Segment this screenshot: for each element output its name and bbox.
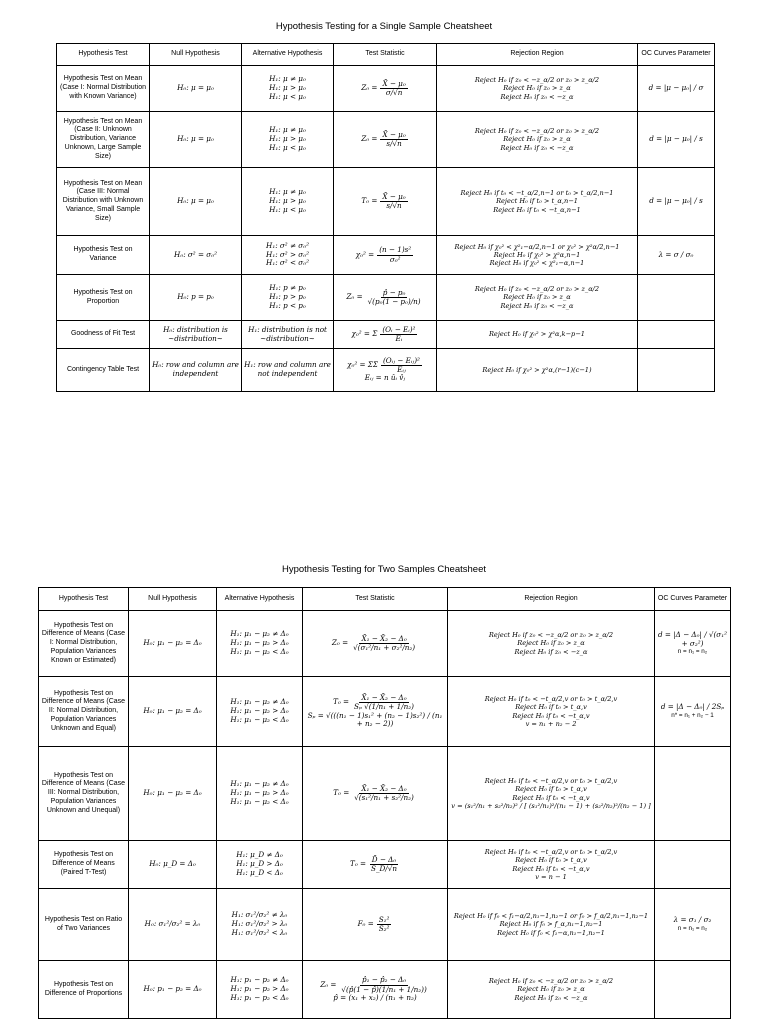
alternative-hypothesis-cell: H₁: μ₁ − μ₂ ≠ Δ₀ H₁: μ₁ − μ₂ > Δ₀ H₁: μ₁ − μ₂ < Δ₀ — [217, 611, 303, 677]
oc-parameter-cell — [655, 747, 731, 841]
table-row — [39, 611, 731, 677]
null-hypothesis-cell: H₀: μ = μ₀ — [150, 112, 242, 168]
statistic-fraction — [380, 131, 407, 149]
null-hypothesis-cell: H₀: σ² = σ₀² — [150, 236, 242, 275]
statistic-numerator: X̄₁ − X̄₂ − Δ₀ — [361, 783, 407, 793]
test-statistic-cell — [334, 236, 437, 275]
statistic-denominator: √(σ₁²/n₁ + σ₂²/n₂) — [353, 643, 416, 652]
statistic-lhs: χ₀² = Σ — [351, 329, 378, 339]
test-name-cell: Hypothesis Test on Ratio of Two Variances — [39, 889, 129, 961]
oc-parameter-cell — [638, 349, 715, 392]
table-row — [57, 275, 715, 321]
statistic-lhs: F₀ = — [357, 919, 374, 929]
header-null-hypothesis: Null Hypothesis — [129, 588, 217, 611]
test-name-cell: Hypothesis Test on Difference of Means (Case I: Normal Distribution, Population Variances Known or Estimated) — [39, 611, 129, 677]
test-statistic-cell — [303, 961, 448, 1019]
rejection-region-cell: Reject H₀ if t₀ < −t_α/2,v or t₀ > t_α/2,v Reject H₀ if t₀ > t_α,v Reject H₀ if t₀ < −t_α,v v = n − 1 — [448, 841, 655, 889]
null-hypothesis-cell: H₀: μ₁ − μ₂ = Δ₀ — [129, 677, 217, 747]
statistic-denominator: σ₀² — [389, 254, 401, 264]
header-rejection-region: Rejection Region — [437, 44, 638, 66]
statistic-numerator: (Oᵢⱼ − Eᵢⱼ)² — [382, 355, 420, 365]
two-samples-table — [38, 587, 731, 1019]
test-statistic-formula — [305, 976, 445, 994]
alternative-hypothesis-cell: H₁: distribution is not ~distribution~ — [242, 321, 334, 349]
sheet1-title: Hypothesis Testing for a Single Sample Cheatsheet — [275, 21, 493, 32]
statistic-lhs: Z₀ = — [361, 83, 378, 93]
rejection-region-cell: Reject H₀ if z₀ < −z_α/2 or z₀ > z_α/2 Reject H₀ if z₀ > z_α Reject H₀ if z₀ < −z_α — [448, 961, 655, 1019]
null-hypothesis-cell: H₀: μ = μ₀ — [150, 168, 242, 236]
statistic-numerator: X̄₁ − X̄₂ − Δ₀ — [361, 633, 407, 643]
statistic-fraction — [377, 916, 392, 934]
oc-parameter-cell: λ = σ₁ / σ₂ n = n₁ = n₂ — [655, 889, 731, 961]
header-hypothesis-test: Hypothesis Test — [57, 44, 150, 66]
test-statistic-formula — [336, 326, 434, 344]
alternative-hypothesis-cell: H₁: μ_D ≠ Δ₀ H₁: μ_D > Δ₀ H₁: μ_D < Δ₀ — [217, 841, 303, 889]
statistic-numerator: D̄ − Δ₀ — [371, 854, 397, 864]
statistic-extra: Sₚ = √(((n₁ − 1)s₁² + (n₂ − 1)s₂²) / (n₁ + n₂ − 2)) — [307, 710, 443, 729]
oc-parameter-cell: d = |Δ − Δ₀| / √(σ₁² + σ₂²) n = n₁ = n₂ — [655, 611, 731, 677]
statistic-denominator: σ/√n — [385, 88, 403, 97]
null-hypothesis-cell: H₀: p = p₀ — [150, 275, 242, 321]
statistic-numerator: X̄ − μ₀ — [382, 191, 406, 201]
test-statistic-cell — [334, 66, 437, 112]
statistic-numerator: X̄ − μ₀ — [382, 129, 406, 139]
statistic-fraction — [380, 80, 407, 98]
statistic-lhs: T₀ = — [361, 196, 378, 206]
statistic-lhs: Z₀ = — [331, 638, 349, 648]
alternative-hypothesis-cell: H₁: σ₁²/σ₂² ≠ λ₀ H₁: σ₁²/σ₂² > λ₀ H₁: σ₁²/σ₂² < λ₀ — [217, 889, 303, 961]
statistic-fraction — [380, 193, 407, 211]
statistic-fraction — [380, 326, 417, 344]
statistic-denominator: s/√n — [386, 201, 402, 210]
table-row — [57, 66, 715, 112]
statistic-fraction — [351, 635, 417, 653]
statistic-lhs: T₀ = — [333, 788, 350, 798]
header-null-hypothesis: Null Hypothesis — [150, 44, 242, 66]
rejection-region-cell: Reject H₀ if t₀ < −t_α/2,v or t₀ > t_α/2,v Reject H₀ if t₀ > t_α,v Reject H₀ if t₀ < −t_α,v v = (s₁²/n₁ + s₂²/n₂)² / [ (s₁²/n₁)²/(n₁ − 1) + (s₂²/n₂)²/(n₂ − 1) ] — [448, 747, 655, 841]
alternative-hypothesis-cell: H₁: row and column are not independent — [242, 349, 334, 392]
table-row — [57, 168, 715, 236]
table-row — [39, 961, 731, 1019]
table-row — [39, 677, 731, 747]
test-statistic-cell — [303, 889, 448, 961]
oc-parameter-cell: d = |μ − μ₀| / s — [638, 112, 715, 168]
alternative-hypothesis-cell: H₁: σ² ≠ σ₀² H₁: σ² > σ₀² H₁: σ² < σ₀² — [242, 236, 334, 275]
statistic-numerator: p̂ − p₀ — [382, 287, 406, 297]
test-statistic-cell — [334, 321, 437, 349]
statistic-extra: Eᵢⱼ = n ûᵢ v̂ⱼ — [364, 373, 406, 383]
test-statistic-formula — [336, 357, 434, 375]
rejection-region-cell: Reject H₀ if z₀ < −z_α/2 or z₀ > z_α/2 Reject H₀ if z₀ > z_α Reject H₀ if z₀ < −z_α — [437, 112, 638, 168]
statistic-denominator: S₂² — [378, 924, 390, 933]
test-name-cell: Hypothesis Test on Difference of Means (Case II: Normal Distribution, Population Variances Unknown and Equal) — [39, 677, 129, 747]
test-statistic-cell — [303, 841, 448, 889]
statistic-lhs: χ₀² = — [355, 249, 375, 259]
test-name-cell: Hypothesis Test on Mean (Case III: Normal Distribution with Unknown Variance, Small Sample Size) — [57, 168, 150, 236]
statistic-lhs: Z₀ = — [361, 134, 378, 144]
test-name-cell: Hypothesis Test on Mean (Case I: Normal Distribution with Known Variance) — [57, 66, 150, 112]
statistic-numerator: X̄ − μ₀ — [382, 78, 406, 88]
header-alternative-hypothesis: Alternative Hypothesis — [242, 44, 334, 66]
rejection-region-cell: Reject H₀ if z₀ < −z_α/2 or z₀ > z_α/2 Reject H₀ if z₀ > z_α Reject H₀ if z₀ < −z_α — [437, 275, 638, 321]
test-statistic-formula — [336, 193, 434, 211]
rejection-region-cell: Reject H₀ if f₀ < f₁−α/2,n₁−1,n₂−1 or f₀ > f_α/2,n₁−1,n₂−1 Reject H₀ if f₀ > f_α,n₁−1,n₂−1 Reject H₀ if f₀ < f₁−α,n₁−1,n₂−1 — [448, 889, 655, 961]
test-statistic-formula — [305, 856, 445, 874]
rejection-region-cell: Reject H₀ if χ₀² < χ²₁−α/2,n−1 or χ₀² > χ²α/2,n−1 Reject H₀ if χ₀² > χ²α,n−1 Reject H₀ if χ₀² < χ²₁−α,n−1 — [437, 236, 638, 275]
test-name-cell: Hypothesis Test on Difference of Means (Paired T-Test) — [39, 841, 129, 889]
statistic-denominator: Sₚ √(1/n₁ + 1/n₂) — [354, 702, 414, 712]
test-statistic-formula — [336, 80, 434, 98]
alternative-hypothesis-cell: H₁: μ ≠ μ₀ H₁: μ > μ₀ H₁: μ < μ₀ — [242, 66, 334, 112]
oc-parameter-cell — [638, 321, 715, 349]
test-name-cell: Contingency Table Test — [57, 349, 150, 392]
statistic-denominator: √(p₀(1 − p₀)/n) — [367, 297, 421, 306]
null-hypothesis-cell: H₀: μ_D = Δ₀ — [129, 841, 217, 889]
table-header-row — [57, 44, 715, 66]
rejection-region-cell: Reject H₀ if t₀ < −t_α/2,n−1 or t₀ > t_α/2,n−1 Reject H₀ if t₀ > t_α,n−1 Reject H₀ if t₀ < −t_α,n−1 — [437, 168, 638, 236]
alternative-hypothesis-cell: H₁: μ ≠ μ₀ H₁: μ > μ₀ H₁: μ < μ₀ — [242, 112, 334, 168]
test-name-cell: Hypothesis Test on Variance — [57, 236, 150, 275]
oc-parameter-cell: d = |μ − μ₀| / s — [638, 168, 715, 236]
test-statistic-cell — [303, 677, 448, 747]
test-statistic-cell — [334, 168, 437, 236]
table-row — [57, 321, 715, 349]
table-header-row — [39, 588, 731, 611]
statistic-fraction — [381, 357, 422, 375]
statistic-lhs: Z₀ = — [320, 979, 337, 989]
header-hypothesis-test: Hypothesis Test — [39, 588, 129, 611]
test-name-cell: Hypothesis Test on Difference of Proportions — [39, 961, 129, 1019]
null-hypothesis-cell: H₀: μ₁ − μ₂ = Δ₀ — [129, 747, 217, 841]
oc-parameter-cell: d = |Δ − Δ₀| / 2Sₚ n* = n₁ + n₂ − 1 — [655, 677, 731, 747]
table-row — [57, 236, 715, 275]
null-hypothesis-cell: H₀: row and column are independent — [150, 349, 242, 392]
test-statistic-cell — [303, 611, 448, 677]
null-hypothesis-cell: H₀: μ = μ₀ — [150, 66, 242, 112]
oc-extra: n = n₁ = n₂ — [677, 925, 708, 933]
statistic-extra: p̂ = (x₁ + x₂) / (n₁ + n₂) — [333, 992, 417, 1002]
statistic-fraction — [339, 976, 428, 994]
rejection-region-cell: Reject H₀ if χ₀² > χ²α,(r−1)(c−1) — [437, 349, 638, 392]
oc-parameter-cell — [655, 841, 731, 889]
header-oc-curves: OC Curves Parameter — [655, 588, 731, 611]
statistic-lhs: Z₀ = — [346, 292, 363, 302]
statistic-fraction — [352, 785, 416, 803]
table-row — [39, 889, 731, 961]
table-row — [57, 112, 715, 168]
table-row — [39, 747, 731, 841]
statistic-denominator: s/√n — [386, 139, 402, 148]
statistic-denominator: S_D/√n — [371, 864, 397, 873]
test-statistic-cell — [303, 747, 448, 841]
header-oc-curves: OC Curves Parameter — [638, 44, 715, 66]
statistic-denominator: Eᵢ — [395, 334, 403, 343]
test-statistic-formula — [305, 694, 445, 712]
header-alternative-hypothesis: Alternative Hypothesis — [217, 588, 303, 611]
test-statistic-formula — [336, 131, 434, 149]
alternative-hypothesis-cell: H₁: p₁ − p₂ ≠ Δ₀ H₁: p₁ − p₂ > Δ₀ H₁: p₁ − p₂ < Δ₀ — [217, 961, 303, 1019]
header-rejection-region: Rejection Region — [448, 588, 655, 611]
sheet2-title: Hypothesis Testing for Two Samples Cheatsheet — [281, 564, 486, 575]
table-row — [57, 349, 715, 392]
test-name-cell: Hypothesis Test on Mean (Case II: Unknown Distribution, Variance Unknown, Large Sample Size) — [57, 112, 150, 168]
null-hypothesis-cell: H₀: p₁ − p₂ = Δ₀ — [129, 961, 217, 1019]
rejection-region-cell: Reject H₀ if z₀ < −z_α/2 or z₀ > z_α/2 Reject H₀ if z₀ > z_α Reject H₀ if z₀ < −z_α — [448, 611, 655, 677]
test-statistic-formula — [336, 246, 434, 264]
header-test-statistic: Test Statistic — [334, 44, 437, 66]
alternative-hypothesis-cell: H₁: μ ≠ μ₀ H₁: μ > μ₀ H₁: μ < μ₀ — [242, 168, 334, 236]
rejection-region-cell: Reject H₀ if t₀ < −t_α/2,v or t₀ > t_α/2,v Reject H₀ if t₀ > t_α,v Reject H₀ if t₀ < −t_α,v v = n₁ + n₂ − 2 — [448, 677, 655, 747]
test-name-cell: Hypothesis Test on Proportion — [57, 275, 150, 321]
single-sample-table — [56, 43, 715, 392]
oc-parameter-cell — [638, 275, 715, 321]
alternative-hypothesis-cell: H₁: μ₁ − μ₂ ≠ Δ₀ H₁: μ₁ − μ₂ > Δ₀ H₁: μ₁ − μ₂ < Δ₀ — [217, 747, 303, 841]
null-hypothesis-cell: H₀: μ₁ − μ₂ = Δ₀ — [129, 611, 217, 677]
alternative-hypothesis-cell: H₁: μ₁ − μ₂ ≠ Δ₀ H₁: μ₁ − μ₂ > Δ₀ H₁: μ₁ − μ₂ < Δ₀ — [217, 677, 303, 747]
oc-extra: n* = n₁ + n₂ − 1 — [671, 712, 714, 720]
statistic-lhs: χ₀² = ΣΣ — [347, 360, 378, 370]
test-statistic-cell — [334, 275, 437, 321]
null-hypothesis-cell: H₀: distribution is ~distribution~ — [150, 321, 242, 349]
oc-parameter-cell: λ = σ / σ₀ — [638, 236, 715, 275]
alternative-hypothesis-cell: H₁: p ≠ p₀ H₁: p > p₀ H₁: p < p₀ — [242, 275, 334, 321]
null-hypothesis-cell: H₀: σ₁²/σ₂² = λ₀ — [129, 889, 217, 961]
test-statistic-formula — [305, 785, 445, 803]
statistic-fraction — [366, 289, 423, 307]
statistic-numerator: S₁² — [378, 914, 390, 924]
test-name-cell: Hypothesis Test on Difference of Means (Case III: Normal Distribution, Population Variances Unknown and Unequal) — [39, 747, 129, 841]
statistic-denominator: √(p̂(1 − p̂)(1/n₁ + 1/n₂)) — [341, 984, 427, 994]
statistic-lhs: T₀ = — [333, 697, 350, 707]
rejection-region-cell: Reject H₀ if z₀ < −z_α/2 or z₀ > z_α/2 Reject H₀ if z₀ > z_α Reject H₀ if z₀ < −z_α — [437, 66, 638, 112]
test-statistic-cell — [334, 349, 437, 392]
oc-parameter-cell — [655, 961, 731, 1019]
statistic-numerator: (Oᵢ − Eᵢ)² — [382, 324, 416, 334]
test-statistic-formula — [336, 289, 434, 307]
statistic-numerator: (n − 1)s² — [379, 245, 412, 255]
statistic-fraction — [369, 856, 399, 874]
table-row — [39, 841, 731, 889]
statistic-fraction — [352, 694, 416, 712]
statistic-numerator: X̄₁ − X̄₂ − Δ₀ — [361, 692, 407, 702]
statistic-fraction — [377, 246, 413, 264]
oc-parameter-cell: d = |μ − μ₀| / σ — [638, 66, 715, 112]
test-statistic-formula — [305, 916, 445, 934]
test-statistic-formula — [305, 635, 445, 653]
statistic-denominator: Eᵢⱼ — [397, 365, 406, 375]
statistic-denominator: √(s₁²/n₁ + s₂²/n₂) — [354, 793, 414, 802]
statistic-lhs: T₀ = — [350, 859, 367, 869]
test-statistic-cell — [334, 112, 437, 168]
test-name-cell: Goodness of Fit Test — [57, 321, 150, 349]
statistic-numerator: p̂₁ − p̂₂ − Δ₀ — [361, 975, 407, 985]
rejection-region-cell: Reject H₀ if χ₀² > χ²α,k−p−1 — [437, 321, 638, 349]
header-test-statistic: Test Statistic — [303, 588, 448, 611]
oc-extra: n = n₁ = n₂ — [677, 648, 708, 656]
